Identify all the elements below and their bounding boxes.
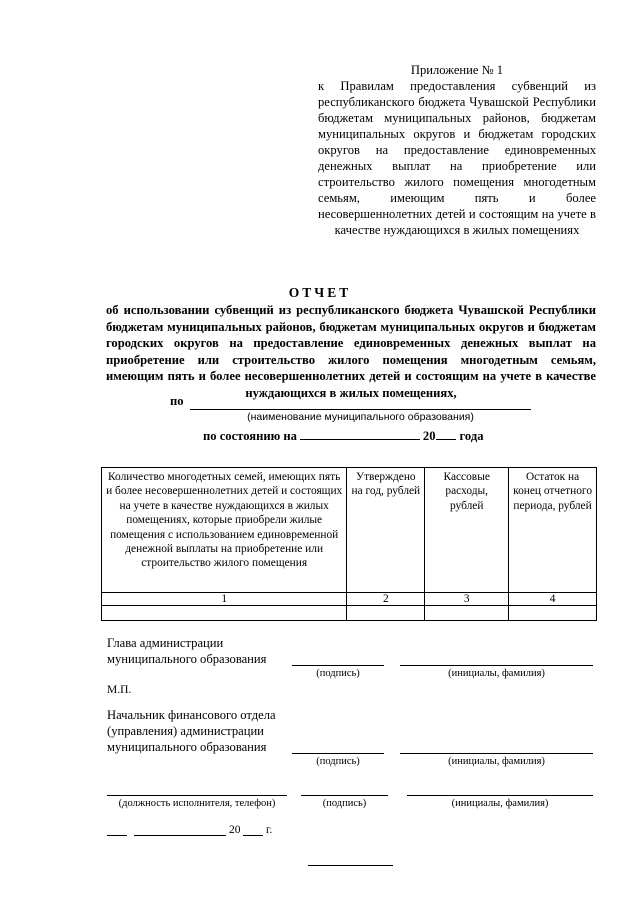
- header-cash-expenses: Кассовые расходы, рублей: [425, 468, 509, 593]
- date-month-field[interactable]: [134, 835, 226, 836]
- executor-field[interactable]: [107, 795, 287, 796]
- fin-title-line3: муниципального образования: [107, 740, 267, 754]
- date-suffix: г.: [266, 824, 273, 836]
- asof-label: по состоянию на: [203, 429, 297, 443]
- appendix-title: Приложение № 1: [410, 63, 504, 77]
- column-number: 2: [347, 593, 425, 606]
- fin-initials-field[interactable]: [400, 753, 593, 754]
- report-year-field[interactable]: [436, 428, 456, 440]
- head-initials-caption: (инициалы, фамилия): [448, 668, 545, 679]
- municipality-name-field[interactable]: [190, 409, 531, 410]
- head-title-line1: Глава администрации: [107, 636, 224, 650]
- table-cell[interactable]: [102, 606, 347, 621]
- po-label: по: [170, 394, 184, 408]
- report-date-line: [203, 428, 484, 444]
- head-title-line2: муниципального образования: [107, 652, 267, 666]
- header-balance: Остаток на конец отчетного периода, рублей: [509, 468, 597, 593]
- head-signature-caption: (подпись): [316, 668, 360, 679]
- year-suffix: года: [459, 429, 484, 443]
- column-number: 1: [102, 593, 347, 606]
- executor-initials-caption: (инициалы, фамилия): [451, 798, 549, 809]
- head-signature-field[interactable]: [292, 665, 384, 666]
- table-cell[interactable]: [509, 606, 597, 621]
- header-approved: Утверждено на год, рублей: [347, 468, 425, 593]
- fin-signature-field[interactable]: [292, 753, 384, 754]
- date-day-field[interactable]: [107, 835, 127, 836]
- column-number: 3: [425, 593, 509, 606]
- table-header-row: [102, 468, 597, 593]
- stamp-place: М.П.: [107, 684, 132, 696]
- fin-signature-caption: (подпись): [316, 756, 360, 767]
- fin-initials-caption: (инициалы, фамилия): [448, 756, 545, 767]
- report-title: ОТЧЕТ: [288, 285, 352, 300]
- table-cell[interactable]: [347, 606, 425, 621]
- bottom-separator: [308, 865, 393, 866]
- header-families-count: Количество многодетных семей, имеющих пять и более несовершеннолетних детей и состоящих на учете в качестве нуждающихся в жилых помещениях, которые приобрели жилые помещения с использованием единовременной денежной выплаты на приобретение или строительство жилого помещения: [102, 468, 347, 593]
- appendix-block: [318, 62, 596, 238]
- appendix-text: к Правилам предоставления субвенций из республиканского бюджета Чувашской Республики бюджетам муниципальных районов, бюджетам муниципальных округов и бюджетам городских округов на предоставление единовременных денежных выплат на приобретение или строительство жилого помещения многодетным семьям, имеющим пять и более несовершеннолетних детей и состоящим на учете в качестве нуждающихся в жилых помещениях: [318, 79, 596, 237]
- executor-initials-field[interactable]: [407, 795, 593, 796]
- table-cell[interactable]: [425, 606, 509, 621]
- fin-title-line2: (управления) администрации: [107, 724, 264, 738]
- column-number: 4: [509, 593, 597, 606]
- municipality-name-caption: (наименование муниципального образования): [247, 411, 474, 423]
- executor-caption: (должность исполнителя, телефон): [118, 798, 276, 809]
- executor-signature-field[interactable]: [301, 795, 388, 796]
- executor-signature-caption: (подпись): [322, 798, 367, 809]
- head-initials-field[interactable]: [400, 665, 593, 666]
- report-date-field[interactable]: [300, 428, 420, 440]
- fin-title-line1: Начальник финансового отдела: [107, 708, 276, 722]
- report-subtitle: об использовании субвенций из республиканского бюджета Чувашской Республики бюджетам муниципальных районов, бюджетам муниципальных округов и бюджетам городских округов на предоставление единовременных денежных выплат на приобретение или строительство жилого помещения многодетным семьям, имеющим пять и более несовершеннолетних детей и состоящим на учете в качестве нуждающихся в жилых помещениях,: [106, 303, 596, 400]
- year-prefix: 20: [422, 429, 436, 443]
- column-number-row: [102, 593, 597, 606]
- date-year-field[interactable]: [243, 835, 263, 836]
- table-row: [102, 606, 597, 621]
- date-year-prefix: 20: [229, 824, 241, 836]
- report-table: [101, 467, 597, 621]
